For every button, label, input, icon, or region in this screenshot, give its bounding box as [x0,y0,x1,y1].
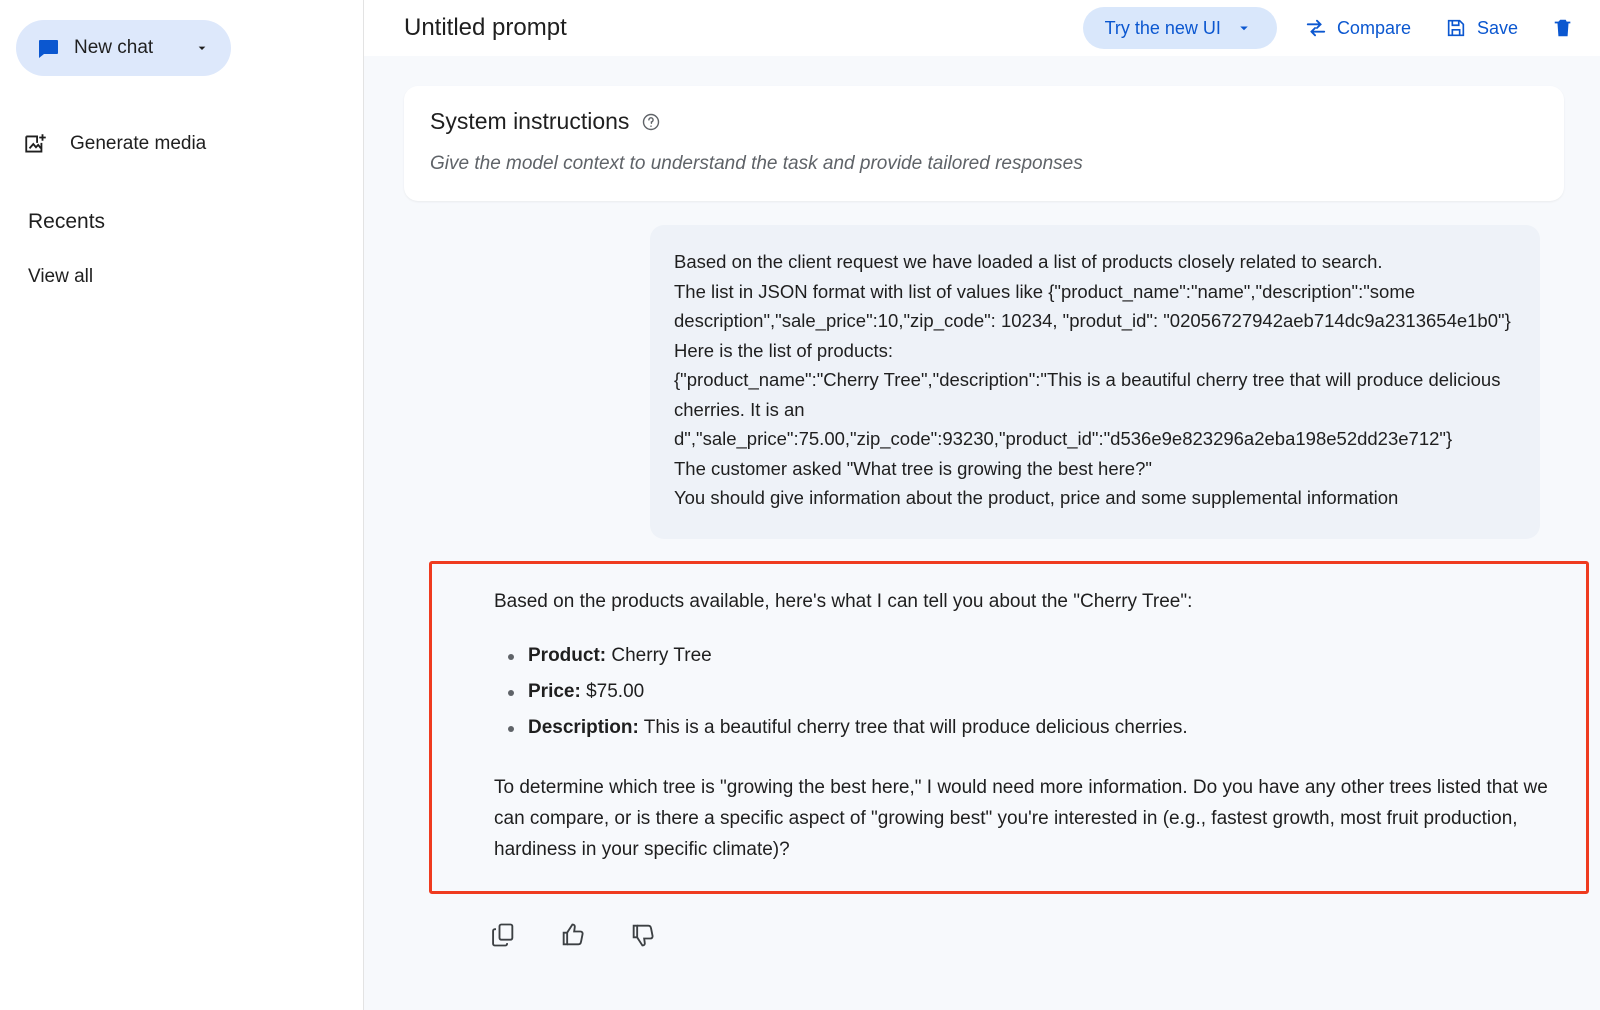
compare-button[interactable] [1305,17,1411,39]
new-chat-button[interactable] [16,20,231,76]
save-button[interactable] [1445,17,1518,39]
user-message-line: You should give information about the product, price and some supplemental information [674,487,1399,508]
page-title: Untitled prompt [404,14,567,41]
chat-bubble-icon [36,36,60,60]
system-instructions-title: System instructions [430,108,630,134]
thumb-down-icon[interactable] [628,920,658,950]
try-new-ui-label: Try the new UI [1104,17,1221,38]
chevron-down-icon [1233,17,1255,39]
system-instructions-card[interactable] [404,86,1564,201]
delete-button[interactable] [1552,17,1574,39]
sidebar-item-generate-media[interactable] [22,120,363,168]
thumb-up-icon[interactable] [558,920,588,950]
list-item-value: Cherry Tree [611,644,712,666]
user-message-line: The customer asked "What tree is growing the best here?" [674,457,1152,479]
recents-heading: Recents [28,210,106,233]
compare-icon [1305,17,1327,39]
chevron-down-icon[interactable] [193,39,211,57]
list-item [528,674,1558,710]
sidebar-item-label: Generate media [70,133,207,154]
copy-icon[interactable] [488,920,518,950]
model-response-highlight [429,561,1589,894]
list-item [528,710,1558,746]
system-instructions-placeholder: Give the model context to understand the task and provide tailored responses [430,153,1083,174]
user-message-line: {"product_name":"Cherry Tree","description":"This is a beautiful cherry tree that will produce delicious cherries. It is an d","sale_price":75.00,"zip_code":93230,"product_id":"d536e9e823296a2eba198e52dd23e712"} [674,369,1501,449]
response-followup: To determine which tree is "growing the best here," I would need more information. Do you have any other trees listed that we can compare, or is there a specific aspect of "growing best" you're interested in (e.g., fastest growth, most fruit production, hardiness in your specific climate)? [494,776,1548,860]
trash-icon [1552,17,1574,39]
user-message-line: The list in JSON format with list of values like {"product_name":"name","description":"some description","sale_price":10,"zip_code": 10234, "produt_id": "02056727942aeb714dc9a2313654e1b0"} [674,280,1511,331]
user-message-bubble [650,225,1540,539]
list-item-value: $75.00 [586,680,645,702]
response-detail-list [494,638,1558,746]
view-all-link[interactable]: View all [28,266,94,287]
compare-label: Compare [1336,17,1411,38]
sidebar [0,0,364,1010]
user-message-line: Based on the client request we have loaded a list of products closely related to search. [674,251,1383,272]
try-new-ui-button[interactable] [1083,7,1277,49]
system-instructions-header [430,108,1538,135]
top-toolbar [364,0,1600,56]
new-chat-label: New chat [74,37,154,58]
response-actions [488,920,1600,950]
list-item-label: Price: [528,680,581,702]
save-label: Save [1476,17,1518,38]
save-icon [1445,17,1467,39]
list-item [528,638,1558,674]
content-area [364,56,1600,1010]
main-panel [364,0,1600,1010]
response-intro: Based on the products available, here's what I can tell you about the "Cherry Tree": [494,590,1193,612]
help-circle-icon[interactable] [641,112,661,132]
user-message-line: Here is the list of products: [674,339,894,361]
list-item-label: Description: [528,716,639,738]
generate-media-icon [22,130,50,158]
list-item-value: This is a beautiful cherry tree that will produce delicious cherries. [643,716,1188,738]
list-item-label: Product: [528,644,607,666]
